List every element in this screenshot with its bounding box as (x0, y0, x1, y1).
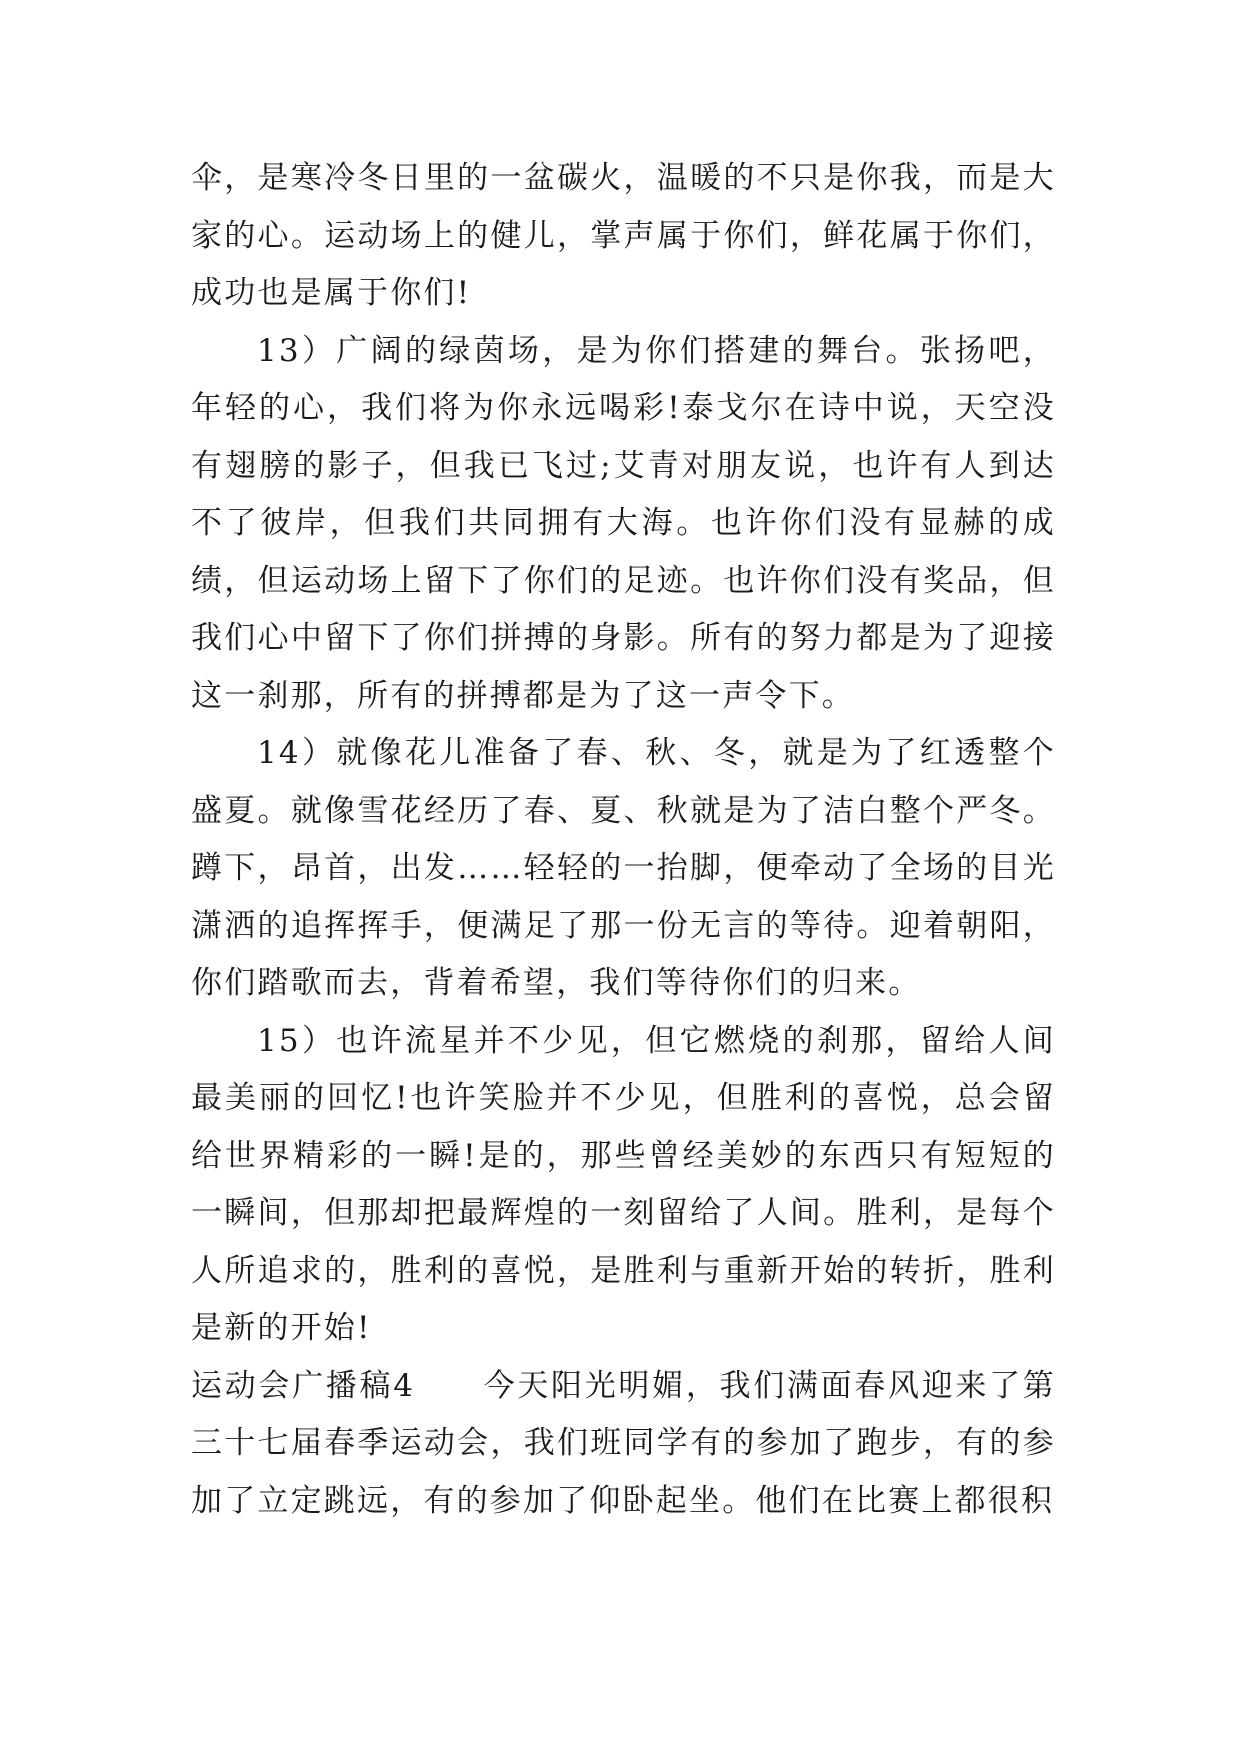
document-body (191, 150, 1056, 1530)
paragraph-15: 15）也许流星并不少见，但它燃烧的刹那，留给人间最美丽的回忆!也许笑脸并不少见，但胜利的喜悦，总会留给世界精彩的一瞬!是的，那些曾经美妙的东西只有短短的一瞬间，但那却把最辉煌的一刻留给了人间。胜利，是每个人所追求的，胜利的喜悦，是胜利与重新开始的转折，胜利是新的开始! (191, 1022, 1056, 1346)
section-text: 今天阳光明媚，我们满面春风迎来了第三十七届春季运动会，我们班同学有的参加了跑步，有的参加了立定跳远，有的参加了仰卧起坐。他们在比赛上都很积 (191, 1367, 1057, 1519)
paragraph-13: 13）广阔的绿茵场，是为你们搭建的舞台。张扬吧，年轻的心，我们将为你永远喝彩!泰戈尔在诗中说，天空没有翅膀的影子，但我已飞过;艾青对朋友说，也许有人到达不了彼岸，但我们共同拥有大海。也许你们没有显赫的成绩，但运动场上留下了你们的足迹。也许你们没有奖品，但我们心中留下了你们拼搏的身影。所有的努力都是为了迎接这一刹那，所有的拼搏都是为了这一声令下。 (191, 332, 1056, 714)
paragraph-14: 14）就像花儿准备了春、秋、冬，就是为了红透整个盛夏。就像雪花经历了春、夏、秋就是为了洁白整个严冬。蹲下，昂首，出发……轻轻的一抬脚，便牵动了全场的目光潇洒的追挥挥手，便满足了那一份无言的等待。迎着朝阳，你们踏歌而去，背着希望，我们等待你们的归来。 (191, 735, 1056, 1001)
section-4 (191, 1358, 1056, 1531)
section-heading: 运动会广播稿4 (191, 1367, 416, 1404)
paragraph-continuation: 伞，是寒冷冬日里的一盆碳火，温暖的不只是你我，而是大家的心。运动场上的健儿，掌声属于你们，鲜花属于你们，成功也是属于你们! (191, 160, 1056, 311)
